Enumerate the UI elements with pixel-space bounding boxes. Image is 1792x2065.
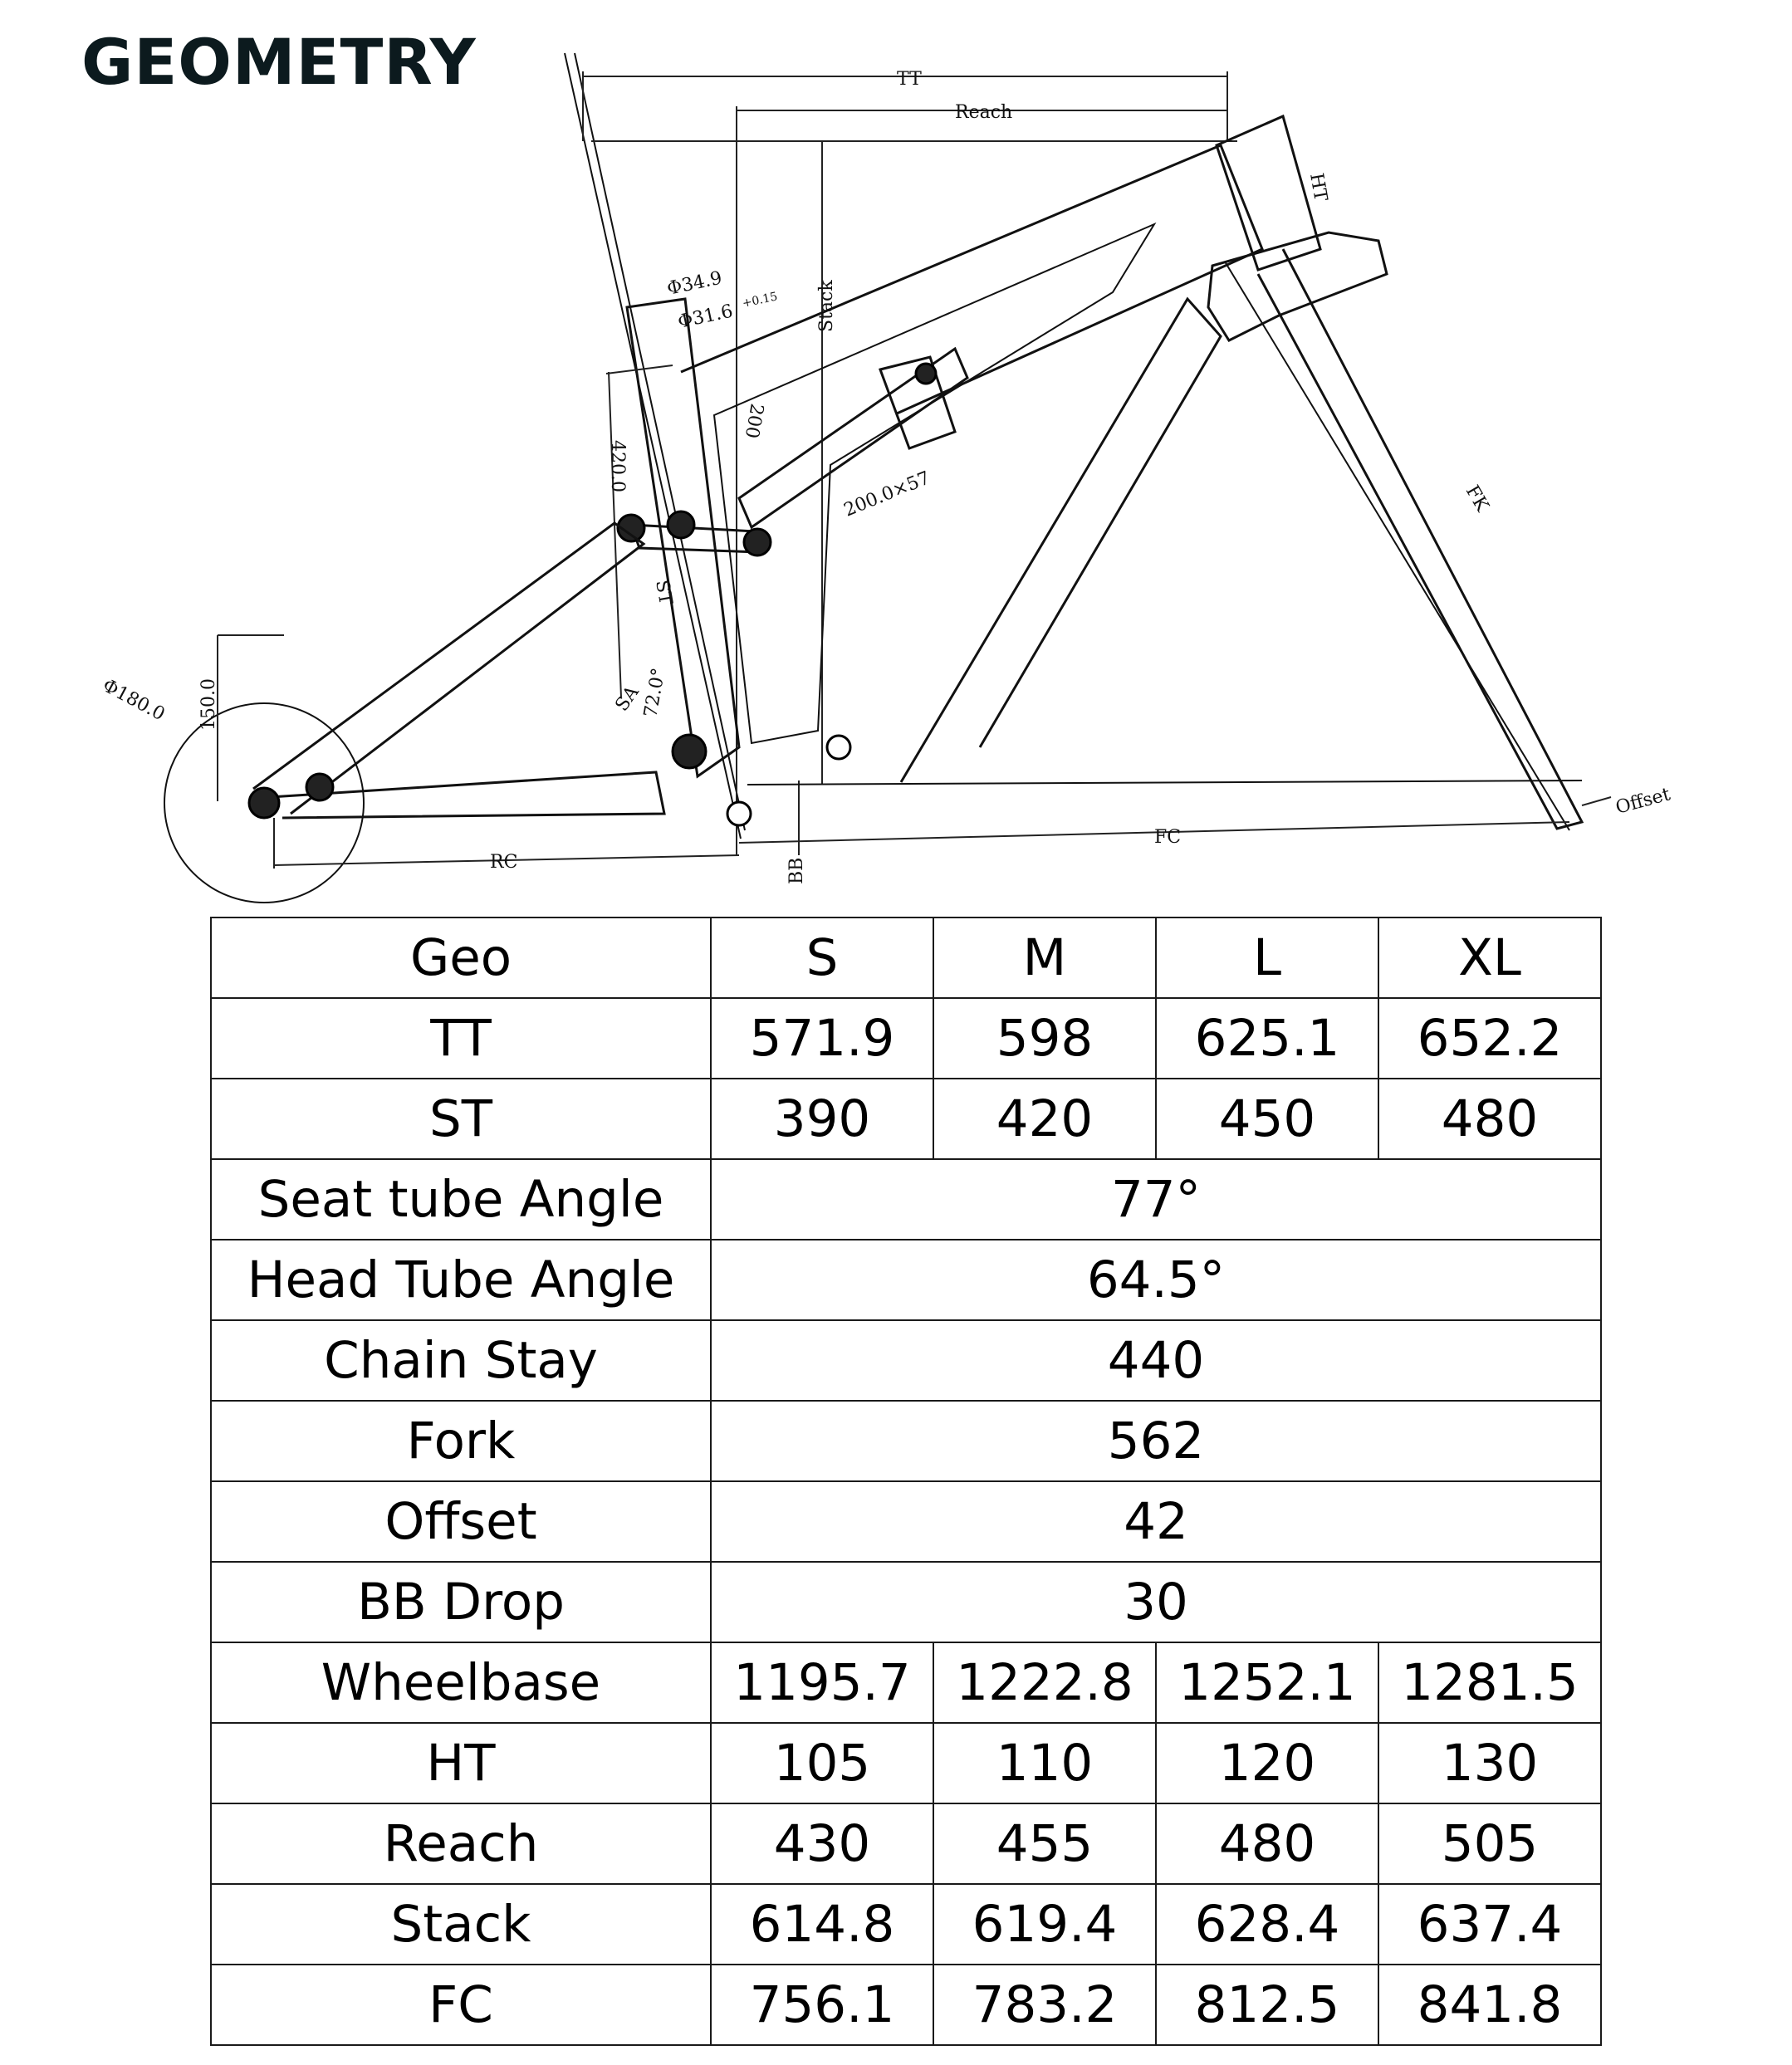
row-label: Reach (211, 1803, 711, 1884)
label-seatpost-outer: Φ34.9 (665, 267, 724, 300)
row-value: 1252.1 (1156, 1642, 1378, 1723)
row-shared-value: 30 (711, 1562, 1601, 1642)
row-shared-value: 77° (711, 1159, 1601, 1240)
table-row (211, 1562, 1601, 1642)
row-value: 598 (933, 998, 1156, 1079)
row-value: 614.8 (711, 1884, 933, 1965)
label-fc: FC (1154, 827, 1182, 848)
row-value: 652.2 (1378, 998, 1601, 1079)
table-row (211, 1481, 1601, 1562)
label-stack: Stack (816, 280, 837, 332)
row-label: FC (211, 1965, 711, 2045)
table-row (211, 1320, 1601, 1401)
row-label: Stack (211, 1884, 711, 1965)
table-row (211, 1159, 1601, 1240)
row-value: 105 (711, 1723, 933, 1803)
row-value: 756.1 (711, 1965, 933, 2045)
row-label: ST (211, 1079, 711, 1159)
top-tube (681, 145, 1262, 413)
label-seat-height: 420.0 (607, 440, 628, 492)
fork (1258, 249, 1582, 829)
row-value: 619.4 (933, 1884, 1156, 1965)
row-label: Fork (211, 1401, 711, 1481)
table-row (211, 1079, 1601, 1159)
row-label: Wheelbase (211, 1642, 711, 1723)
row-value: 783.2 (933, 1965, 1156, 2045)
row-shared-value: 562 (711, 1401, 1601, 1481)
page-title: GEOMETRY (81, 25, 477, 99)
table-header-row (211, 918, 1601, 998)
label-rc: RC (490, 852, 518, 873)
row-value: 110 (933, 1723, 1156, 1803)
row-value: 420 (933, 1079, 1156, 1159)
row-label: Head Tube Angle (211, 1240, 711, 1320)
fork-crown (1208, 232, 1387, 340)
label-reach: Reach (955, 102, 1013, 123)
row-label: TT (211, 998, 711, 1079)
row-value: 450 (1156, 1079, 1378, 1159)
label-caliper: 150.0 (198, 678, 219, 731)
label-tolerance: +0.15 (741, 290, 779, 311)
row-value: 841.8 (1378, 1965, 1601, 2045)
row-value: 1195.7 (711, 1642, 933, 1723)
rear-axle (249, 788, 279, 818)
label-shock-stroke: 200.0×57 (840, 467, 933, 521)
row-value: 480 (1378, 1079, 1601, 1159)
main-pivot (673, 735, 706, 768)
table-row (211, 1240, 1601, 1320)
header-size-l: L (1156, 918, 1378, 998)
table-row (211, 1884, 1601, 1965)
seat-stay (253, 523, 644, 814)
label-tt: TT (897, 69, 922, 90)
row-value: 637.4 (1378, 1884, 1601, 1965)
row-value: 430 (711, 1803, 933, 1884)
label-seatpost-inner: Φ31.6 (676, 301, 735, 333)
label-rotor: Φ180.0 (99, 675, 169, 726)
row-value: 480 (1156, 1803, 1378, 1884)
label-offset: Offset (1613, 784, 1673, 819)
table-row (211, 1401, 1601, 1481)
label-seat-angle: 72.0° (640, 666, 670, 720)
seat-tube-axis (565, 53, 741, 839)
header-size-m: M (933, 918, 1156, 998)
down-tube (901, 299, 1221, 782)
row-value: 625.1 (1156, 998, 1378, 1079)
row-value: 812.5 (1156, 1965, 1378, 2045)
row-label: Offset (211, 1481, 711, 1562)
row-label: BB Drop (211, 1562, 711, 1642)
label-bb: BB (786, 857, 807, 884)
row-value: 120 (1156, 1723, 1378, 1803)
label-shock-mount: 200 (740, 401, 767, 440)
geometry-table (210, 917, 1602, 2046)
table-row (211, 1642, 1601, 1723)
row-label: Seat tube Angle (211, 1159, 711, 1240)
frame-geometry-drawing (0, 0, 1792, 905)
table-row (211, 1803, 1601, 1884)
row-value: 505 (1378, 1803, 1601, 1884)
label-sa: SA (611, 682, 644, 716)
row-label: HT (211, 1723, 711, 1803)
row-value: 1222.8 (933, 1642, 1156, 1723)
header-size-xl: XL (1378, 918, 1601, 998)
header-geo: Geo (211, 918, 711, 998)
row-value: 390 (711, 1079, 933, 1159)
table-row (211, 1965, 1601, 2045)
row-value: 130 (1378, 1723, 1601, 1803)
label-fk: FK (1461, 482, 1493, 516)
table-row (211, 998, 1601, 1079)
row-shared-value: 64.5° (711, 1240, 1601, 1320)
label-ht: HT (1305, 171, 1331, 203)
row-value: 1281.5 (1378, 1642, 1601, 1723)
seat-height-guide (606, 365, 673, 374)
row-shared-value: 42 (711, 1481, 1601, 1562)
row-value: 628.4 (1156, 1884, 1378, 1965)
head-tube (1217, 116, 1320, 270)
table-row (211, 1723, 1601, 1803)
row-label: Chain Stay (211, 1320, 711, 1401)
row-value: 571.9 (711, 998, 933, 1079)
label-st: ST (651, 578, 676, 607)
row-shared-value: 440 (711, 1320, 1601, 1401)
rocker-link (631, 525, 760, 552)
bottom-bracket (727, 802, 751, 825)
frame-cutout (714, 224, 1154, 743)
row-value: 455 (933, 1803, 1156, 1884)
header-size-s: S (711, 918, 933, 998)
